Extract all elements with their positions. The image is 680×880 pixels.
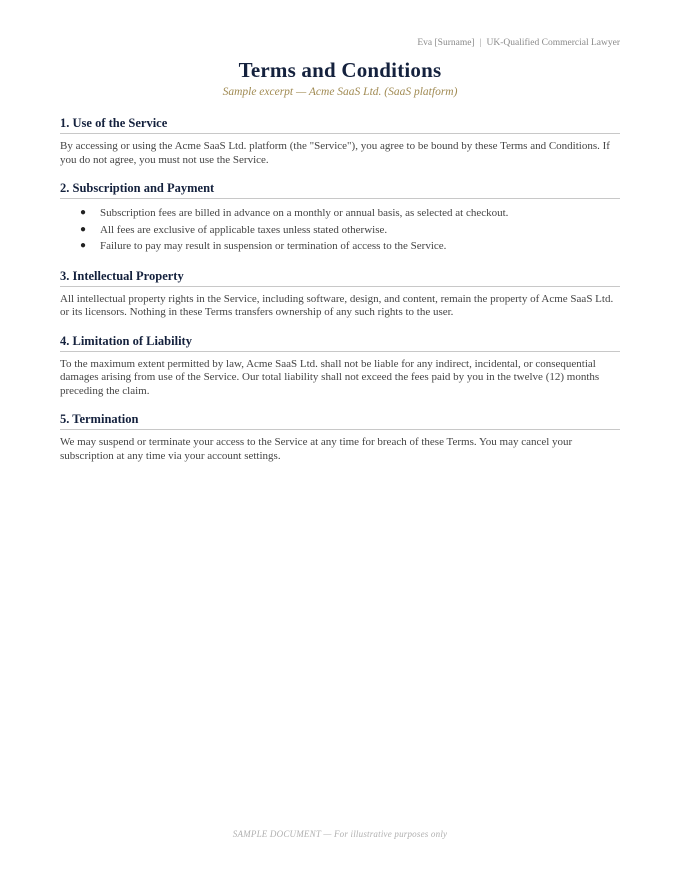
footer-note: SAMPLE DOCUMENT — For illustrative purposes only	[232, 829, 448, 839]
bullet-icon: ●	[80, 240, 87, 251]
bullet-icon: ●	[80, 207, 87, 218]
author-name: Eva [Surname]	[417, 38, 475, 48]
section-heading: 2. Subscription and Payment	[60, 181, 620, 199]
section-intellectual-property	[60, 269, 620, 320]
section-subscription-payment	[60, 181, 620, 255]
section-body: To the maximum extent permitted by law, Acme SaaS Ltd. shall not be liable for any indirect, incidental, or consequential damages arising from use of the Service. Our total liability shall not exceed the fees paid by you in the twelve (12) months preceding the claim.	[60, 357, 600, 397]
section-heading: 5. Termination	[60, 412, 620, 430]
list-item-text: Failure to pay may result in suspension or termination of access to the Service.	[100, 240, 447, 252]
author-role: UK-Qualified Commercial Lawyer	[486, 38, 620, 48]
section-body: All intellectual property rights in the Service, including software, design, and content, remain the property of Acme SaaS Ltd. or its licensors. Nothing in these Terms transfers ownership of any such rights to the user.	[60, 292, 614, 318]
document-content	[60, 116, 620, 477]
section-heading: 3. Intellectual Property	[60, 269, 620, 287]
section-body: We may suspend or terminate your access to the Service at any time for breach of these Terms. You may cancel your subscription at any time via your account settings.	[60, 436, 573, 462]
document-title: Terms and Conditions	[238, 58, 442, 82]
document-subtitle: Sample excerpt — Acme SaaS Ltd. (SaaS platform)	[222, 86, 458, 98]
list-item-text: All fees are exclusive of applicable taxes unless stated otherwise.	[100, 223, 388, 236]
section-use-of-service	[60, 116, 620, 167]
author-header	[417, 38, 620, 48]
list-item	[60, 222, 620, 239]
header-separator: |	[479, 38, 482, 48]
section-termination	[60, 412, 620, 463]
list-item-text: Subscription fees are billed in advance on a monthly or annual basis, as selected at checkout.	[100, 207, 509, 219]
section-heading: 1. Use of the Service	[60, 116, 620, 134]
list-item	[60, 238, 620, 255]
bullet-icon: ●	[80, 223, 87, 235]
section-limitation-of-liability	[60, 334, 620, 399]
section-heading: 4. Limitation of Liability	[60, 334, 620, 352]
bullet-list	[60, 205, 620, 255]
list-item	[60, 205, 620, 222]
section-body: By accessing or using the Acme SaaS Ltd. platform (the "Service"), you agree to be bound by these Terms and Conditions. If you do not agree, you must not use the Service.	[60, 140, 610, 166]
